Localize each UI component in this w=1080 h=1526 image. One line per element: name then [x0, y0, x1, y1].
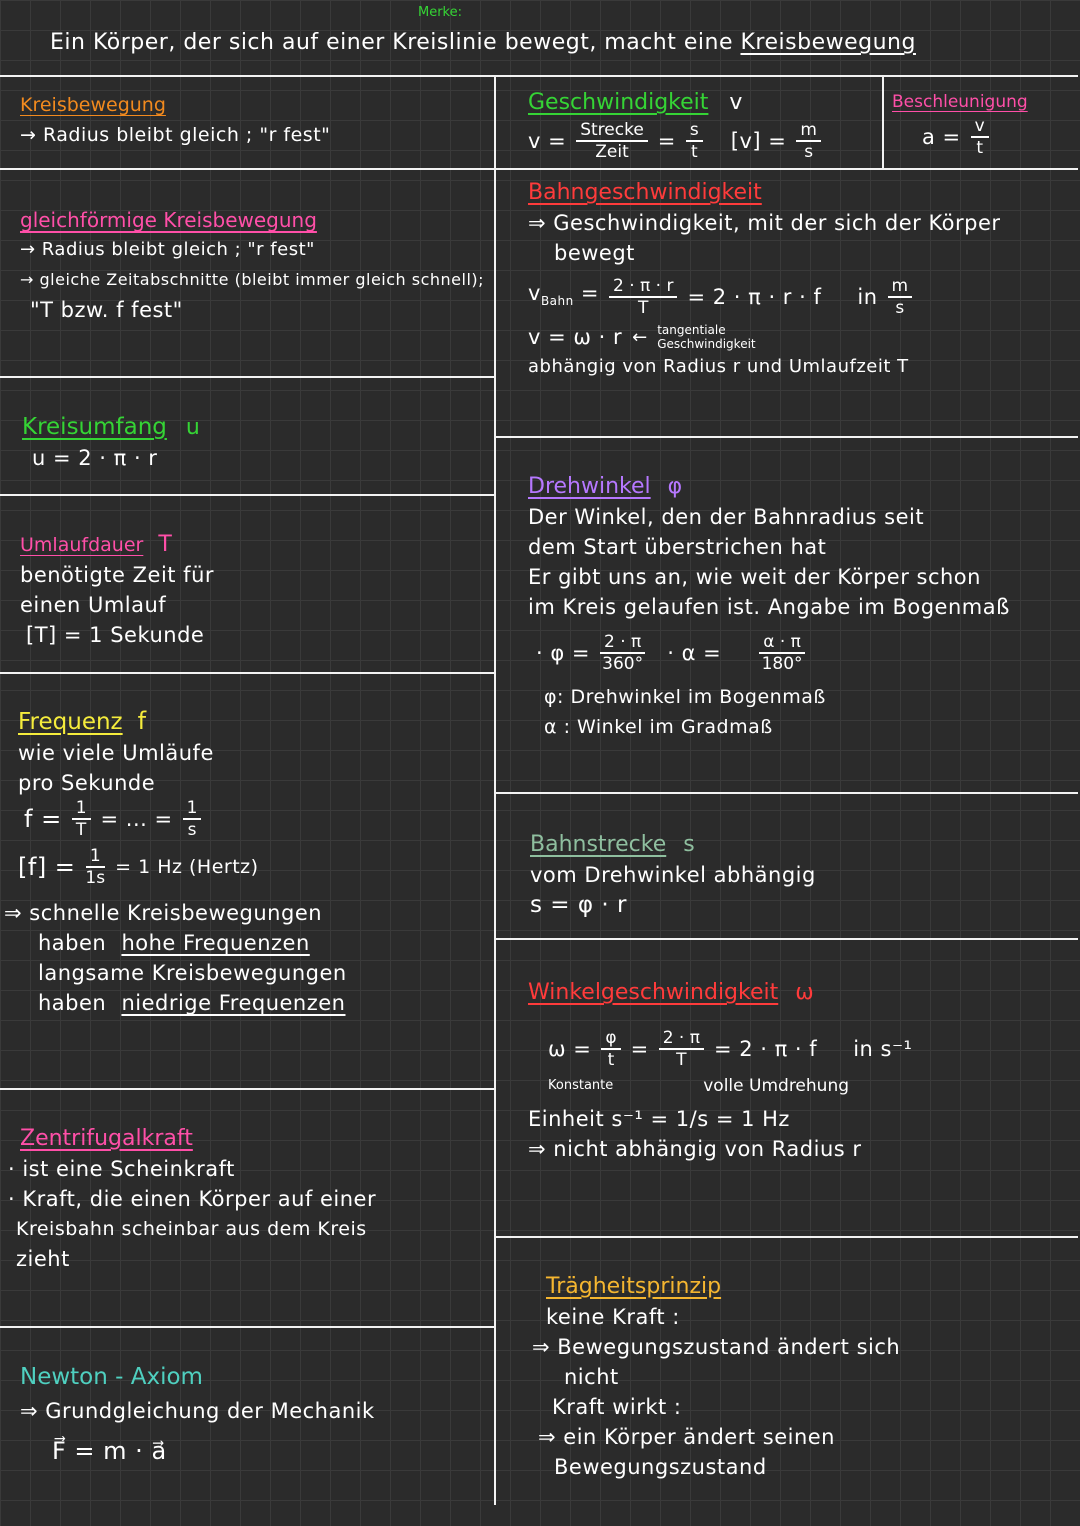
section-title: Newton - Axiom: [20, 1364, 203, 1390]
formula-unit: in s⁻¹: [853, 1037, 913, 1061]
section-line: [38, 988, 347, 1018]
divider: [494, 75, 496, 1505]
section-zentrifugalkraft: [8, 1124, 376, 1274]
fraction-numerator: 1: [183, 798, 202, 820]
unit-lhs: [f] =: [18, 853, 76, 881]
title-text: Frequenz: [18, 709, 123, 735]
section-line: u = 2 · π · r: [32, 446, 158, 470]
section-line: wie viele Umläufe: [18, 741, 214, 765]
section-line: im Kreis gelaufen ist. Angabe im Bogenmaß: [528, 595, 1010, 619]
section-line: pro Sekunde: [18, 771, 156, 795]
omega-labels: [528, 1074, 912, 1098]
formula-lhs: v =: [528, 129, 567, 153]
fraction-denominator: T: [75, 820, 87, 840]
title-text: Winkelgeschwindigkeit: [528, 980, 779, 1005]
unit-lhs: [v] =: [730, 129, 787, 153]
divider: [0, 672, 494, 674]
section-line: einen Umlauf: [20, 593, 167, 617]
section-traegheitsprinzip: [532, 1272, 900, 1482]
formula-unit: in: [857, 285, 878, 309]
label-volle-umdrehung: volle Umdrehung: [703, 1076, 850, 1096]
section-line: dem Start überstrichen hat: [528, 535, 827, 559]
section-line: F⃗ = m · a⃗: [52, 1437, 167, 1465]
divider: [494, 1236, 1078, 1238]
formula-lhs: · φ =: [536, 641, 590, 665]
formula-fraction: [971, 116, 989, 158]
fraction-numerator: s: [686, 120, 703, 142]
section-line: bewegt: [554, 241, 635, 265]
section-line: vom Drehwinkel abhängig: [530, 863, 816, 887]
title-text: Geschwindigkeit: [528, 90, 709, 115]
section-line: · Kraft, die einen Körper auf einer: [8, 1187, 377, 1211]
legend-line: α : Winkel im Gradmaß: [544, 716, 773, 738]
section-line: ⇒ Grundgleichung der Mechanik: [20, 1399, 375, 1423]
section-line: · ist eine Scheinkraft: [8, 1157, 235, 1181]
acceleration-formula: [922, 116, 1028, 158]
formula-rest: = 2 · π · r · f: [687, 285, 822, 309]
velocity-formula: [528, 120, 821, 162]
title-symbol: v: [729, 90, 743, 115]
formula-lhs: f =: [24, 805, 62, 833]
formula-fraction: [686, 120, 703, 162]
section-title: [528, 88, 821, 118]
divider: [0, 494, 494, 496]
formula-fraction: [609, 276, 677, 318]
formula-mid: · α =: [667, 641, 722, 665]
section-umlaufdauer: [20, 530, 214, 650]
section-line: Einheit s⁻¹ = 1/s = 1 Hz: [528, 1107, 790, 1131]
section-title: Trägheitsprinzip: [546, 1274, 722, 1299]
section-line: "T bzw. f fest": [30, 298, 183, 322]
formula-text: v = ω · r: [528, 325, 623, 349]
section-gleichfoermig: [20, 205, 484, 325]
fraction-denominator: 180°: [761, 654, 803, 674]
formula-fraction: [759, 632, 805, 674]
fraction-numerator: m: [796, 120, 821, 142]
section-winkelgeschwindigkeit: [528, 978, 912, 1164]
section-line: abhängig von Radius r und Umlaufzeit T: [528, 356, 909, 377]
formula-fraction: [601, 1028, 620, 1070]
fraction-numerator: φ: [601, 1028, 620, 1050]
title-symbol: u: [185, 415, 200, 440]
fraction-denominator: s: [804, 142, 814, 162]
section-title: [528, 472, 1010, 502]
section-line: [38, 928, 347, 958]
frequency-unit: [18, 846, 347, 888]
fraction-numerator: 1: [72, 798, 91, 820]
divider: [494, 436, 1078, 438]
divider: [494, 792, 1078, 794]
fraction-denominator: t: [976, 138, 983, 158]
section-title: gleichförmige Kreisbewegung: [20, 208, 317, 232]
legend-line: φ: Drehwinkel im Bogenmaß: [544, 686, 826, 708]
intro-sentence: Ein Körper, der sich auf einer Kreislinie bewegt, macht eine: [50, 30, 733, 55]
section-line: [T] = 1 Sekunde: [26, 623, 205, 647]
section-drehwinkel: [528, 472, 1010, 742]
formula-note: tangentiale Geschwindigkeit: [657, 323, 756, 351]
section-line: Er gibt uns an, wie weit der Körper schon: [528, 565, 981, 589]
fraction-numerator: 1: [86, 846, 105, 868]
title-text: Drehwinkel: [528, 474, 651, 499]
section-line: benötigte Zeit für: [20, 563, 215, 587]
section-newton: [20, 1362, 375, 1466]
section-title: [22, 412, 200, 443]
section-geschwindigkeit: [528, 88, 821, 162]
title-symbol: T: [158, 532, 172, 557]
section-line: Bewegungszustand: [554, 1455, 767, 1479]
formula-lhs: ω =: [548, 1037, 592, 1061]
fraction-denominator: Zeit: [595, 142, 629, 162]
section-line: s = φ · r: [530, 892, 627, 918]
title-text: Umlaufdauer: [20, 534, 144, 556]
section-line: ⇒ ein Körper ändert seinen: [538, 1425, 835, 1449]
omega-formula: [528, 322, 1001, 352]
section-line: → gleiche Zeitabschnitte (bleibt immer gleich schnell);: [20, 270, 485, 289]
fraction-denominator: T: [676, 1050, 687, 1070]
title-symbol: ω: [795, 980, 814, 1005]
section-beschleunigung: [892, 90, 1028, 158]
divider: [494, 938, 1078, 940]
section-frequenz: [4, 706, 347, 1018]
section-title: [528, 978, 912, 1008]
section-line: Kraft wirkt :: [552, 1395, 682, 1419]
section-line: → Radius bleibt gleich ; "r fest": [20, 124, 331, 146]
section-line: ⇒ schnelle Kreisbewegungen: [4, 901, 323, 925]
fraction-denominator: t: [607, 1050, 615, 1070]
divider: [0, 1326, 494, 1328]
unit-fraction: [796, 120, 821, 162]
fraction-denominator: s: [895, 298, 905, 318]
title-text: Bahnstrecke: [530, 832, 667, 857]
title-symbol: f: [137, 707, 147, 735]
fraction-numerator: α · π: [759, 632, 805, 654]
formula-eq: =: [657, 129, 676, 153]
line-part: haben: [38, 931, 107, 955]
section-title: Zentrifugalkraft: [20, 1126, 193, 1151]
frequency-formula: [24, 798, 347, 840]
divider: [0, 1088, 494, 1090]
bahn-formula: [528, 276, 1001, 318]
arrow-icon: ←: [632, 326, 648, 348]
line-emphasis: niedrige Frequenzen: [121, 991, 346, 1015]
unit-fraction: [85, 846, 105, 888]
fraction-numerator: m: [888, 276, 913, 298]
fraction-denominator: T: [638, 298, 649, 318]
section-kreisbewegung: [20, 90, 330, 150]
section-title: Beschleunigung: [892, 92, 1028, 112]
intro-keyword: Kreisbewegung: [740, 30, 916, 55]
angle-formula: [536, 632, 1010, 674]
divider: [882, 75, 884, 169]
title-symbol: φ: [667, 474, 683, 499]
unit-rest: = 1 Hz (Hertz): [115, 856, 259, 878]
section-title: [530, 830, 816, 860]
section-line: → Radius bleibt gleich ; "r fest": [20, 239, 315, 260]
intro-text: [50, 28, 916, 58]
formula-eq: =: [630, 1037, 649, 1061]
fraction-numerator: Strecke: [576, 120, 648, 142]
fraction-denominator: 1s: [85, 868, 106, 888]
formula-lhs: a =: [922, 125, 961, 149]
formula-fraction: [72, 798, 91, 840]
divider: [0, 75, 1078, 77]
formula-var: v: [528, 280, 541, 305]
section-title: [18, 706, 347, 738]
section-title: Kreisbewegung: [20, 94, 166, 116]
divider: [0, 376, 494, 378]
line-emphasis: hohe Frequenzen: [121, 931, 310, 955]
fraction-numerator: 2 · π: [659, 1028, 704, 1050]
section-line: keine Kraft :: [546, 1305, 680, 1329]
section-line: ⇒ Geschwindigkeit, mit der sich der Körper: [528, 211, 1001, 235]
fraction-numerator: 2 · π · r: [609, 276, 677, 298]
line-part: haben: [38, 991, 107, 1015]
formula-mid: = ... =: [100, 807, 173, 831]
formula-fraction: [183, 798, 202, 840]
formula-fraction: [576, 120, 648, 162]
merke-label: Merke:: [418, 5, 463, 20]
fraction-denominator: s: [187, 820, 197, 840]
section-line: ⇒ nicht abhängig von Radius r: [528, 1137, 862, 1161]
section-bahnstrecke: [530, 830, 816, 920]
section-line: zieht: [16, 1247, 70, 1271]
formula-fraction: [600, 632, 645, 674]
section-title: Bahngeschwindigkeit: [528, 180, 762, 205]
fraction-numerator: 2 · π: [600, 632, 645, 654]
section-line: Der Winkel, den der Bahnradius seit: [528, 505, 925, 529]
section-line: langsame Kreisbewegungen: [38, 961, 347, 985]
title-text: Kreisumfang: [22, 414, 167, 440]
section-line: Kreisbahn scheinbar aus dem Kreis: [16, 1218, 367, 1240]
formula-rest: = 2 · π · f: [713, 1037, 818, 1061]
section-line: nicht: [564, 1365, 619, 1389]
formula-lhs: $v_{Bahn}$ =: [528, 280, 600, 309]
unit-fraction: [888, 276, 913, 318]
title-symbol: s: [683, 832, 695, 857]
divider: [0, 168, 1078, 170]
label-konstante: Konstante: [548, 1078, 614, 1093]
fraction-denominator: 360°: [602, 654, 644, 674]
fraction-denominator: t: [690, 142, 698, 162]
section-bahngeschwindigkeit: [528, 178, 1001, 382]
section-line: ⇒ Bewegungszustand ändert sich: [532, 1335, 901, 1359]
omega-definition: [548, 1028, 912, 1070]
fraction-numerator: v: [971, 116, 989, 138]
section-title: [20, 530, 214, 560]
formula-fraction: [659, 1028, 704, 1070]
formula-sub: Bahn: [540, 294, 574, 309]
section-kreisumfang: [22, 412, 200, 473]
